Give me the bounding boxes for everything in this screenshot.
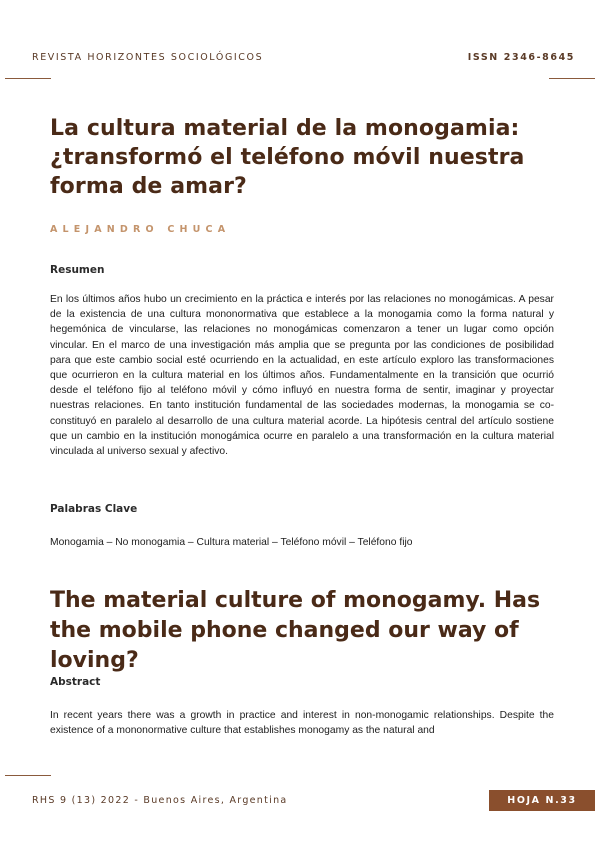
footer-citation: RHS 9 (13) 2022 - Buenos Aires, Argentina: [32, 795, 288, 806]
header-rule-left: [5, 78, 51, 79]
footer-rule-left: [5, 775, 51, 776]
header-rule-right: [549, 78, 595, 79]
abstract-heading: Abstract: [50, 676, 101, 688]
article-title-spanish: La cultura material de la monogamia: ¿transformó el teléfono móvil nuestra forma de amar?: [50, 116, 525, 199]
page-number-badge: HOJA N.33: [489, 790, 595, 811]
resumen-text: En los últimos años hubo un crecimiento en la práctica e interés por las relaciones no monogámicas. A pesar de la existencia de una cultura mononormativa que establece a la monogamia como la forma natural y hegemónica de vincularse, las relaciones no monogámicas comenzaron a tener un lugar como opción vincular. En el marco de una investigación más amplia que se pregunta por las condiciones de posibilidad para que este cambio social esté ocurriendo en la actualidad, en este artículo exploro las transformaciones que ocurrieron en la cultura material en los últimos años. Fundamentalmente en la transición que ocurrió desde el teléfono fijo al teléfono móvil y cómo influyó en nuestra forma de sentir, imaginar y proyectar nuestras relaciones. En tanto institución fundamental de las sociedades modernas, la monogamia se co-constituyó en paralelo al desarrollo de una cultura material acorde. La hipótesis central del artículo sostiene que un cambio en la institución monogámica ocurre en paralelo a una transformación en la cultura material vinculada al universo sexual y afectivo.: [50, 294, 554, 458]
keywords-heading: Palabras Clave: [50, 503, 138, 515]
article-title-english: The material culture of monogamy. Has the mobile phone changed our way of loving?: [50, 588, 541, 673]
abstract-text: In recent years there was a growth in practice and interest in non-monogamic relationships. Despite the existence of a mononormative culture that establishes monogamy as the natural and: [50, 710, 554, 737]
journal-name: REVISTA HORIZONTES SOCIOLÓGICOS: [32, 52, 264, 63]
keywords-text: Monogamia – No monogamia – Cultura material – Teléfono móvil – Teléfono fijo: [50, 537, 413, 548]
resumen-heading: Resumen: [50, 264, 105, 276]
author-name: ALEJANDRO CHUCA: [50, 224, 231, 235]
issn-label: ISSN 2346-8645: [467, 52, 575, 63]
